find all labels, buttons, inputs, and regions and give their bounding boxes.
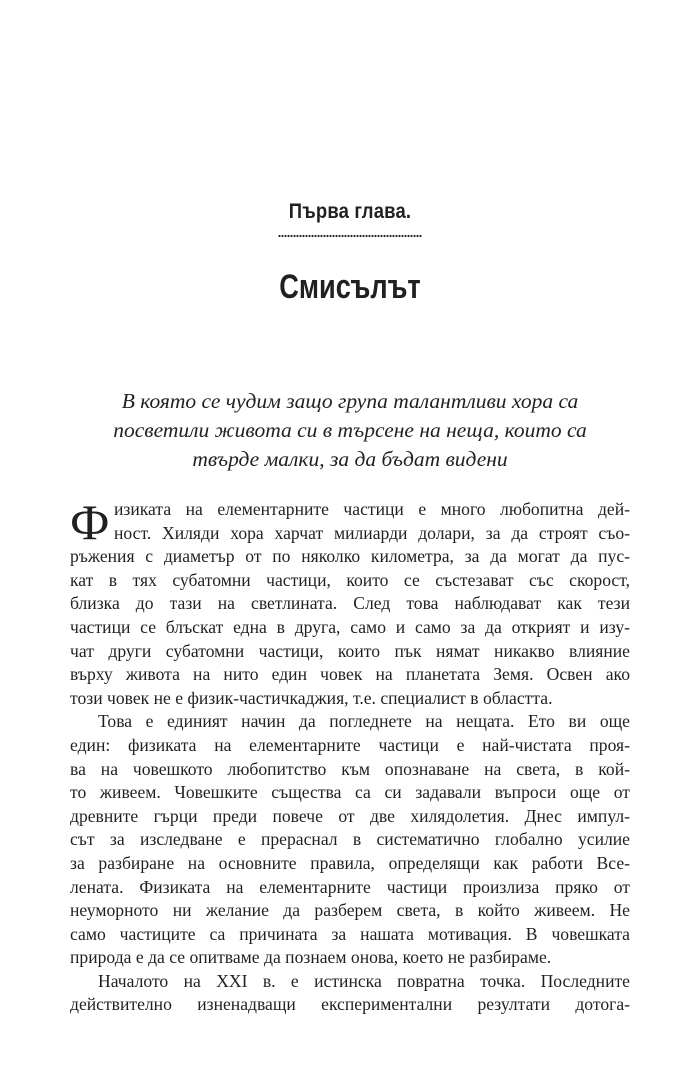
text-line: Това е единият начин да погледнете на нещата. Ето ви още	[98, 711, 630, 732]
text-line: един: физиката на елементарните частици е най-чистата проя-	[70, 734, 630, 755]
text-line: лената. Физиката на елементарните частици произлиза пряко от	[70, 876, 630, 897]
epigraph-line: твърде малки, за да бъдат видени	[192, 447, 508, 471]
epigraph-line: посветили живота си в търсене на неща, които са	[113, 418, 587, 442]
text-line: ност. Хиляди хора харчат милиарди долари, за да строят съо-	[114, 522, 630, 543]
chapter-title: Смисълът	[279, 268, 421, 306]
body-text	[70, 494, 630, 1017]
text-line: то живеем. Човешките същества са си задавали въпроси още от	[70, 782, 630, 803]
text-line: за разбиране на основните правила, определящи как работи Все-	[70, 852, 630, 873]
text-line: този човек не е физик-частичкаджия, т.е. специалист в областта.	[70, 687, 553, 708]
text-line: ва на човешкото любопитство към опознаване на света, в кой-	[70, 758, 630, 779]
text-line: древните гърци преди повече от две хилядолетия. Днес импул-	[70, 805, 630, 826]
text-line: действително изненадващи експериментални резултати дотога-	[70, 994, 630, 1015]
text-line: частици се блъскат една в друга, само и само за да открият и изу-	[70, 616, 630, 637]
chapter-label: Първа глава.	[288, 200, 412, 223]
text-line: Началото на XXI в. е истинска повратна точка. Последните	[98, 970, 630, 991]
text-line: чат други субатомни частици, които пък нямат никакво влияние	[70, 640, 630, 661]
epigraph	[70, 387, 630, 474]
text-line: кат в тях субатомни частици, които се състезават със скорост,	[70, 569, 630, 590]
text-line: ръжения с диаметър от по няколко километра, за да могат да пус-	[70, 546, 630, 567]
text-line: изиката на елементарните частици е много любопитна дей-	[114, 499, 630, 519]
text-line: само частиците са причината за нашата мотивация. В човешката	[70, 923, 630, 944]
drop-cap: Ф	[70, 494, 110, 550]
first-paragraph-opening	[70, 494, 630, 550]
ornament-divider	[278, 234, 422, 238]
text-line: близка до тази на светлината. След това наблюдават как тези	[70, 593, 630, 614]
text-line: върху живота на нито един човек на планетата Земя. Освен ако	[70, 664, 630, 685]
epigraph-line: В която се чудим защо група талантливи хора са	[121, 389, 579, 413]
text-line: природа е да се опитваме да познаем онова, което не разбираме.	[70, 947, 552, 968]
text-line: сът за изследване е прераснал в систематично глобално усилие	[70, 829, 630, 850]
text-line: неуморното ни желание да разберем света, в който живеем. Не	[70, 900, 630, 921]
